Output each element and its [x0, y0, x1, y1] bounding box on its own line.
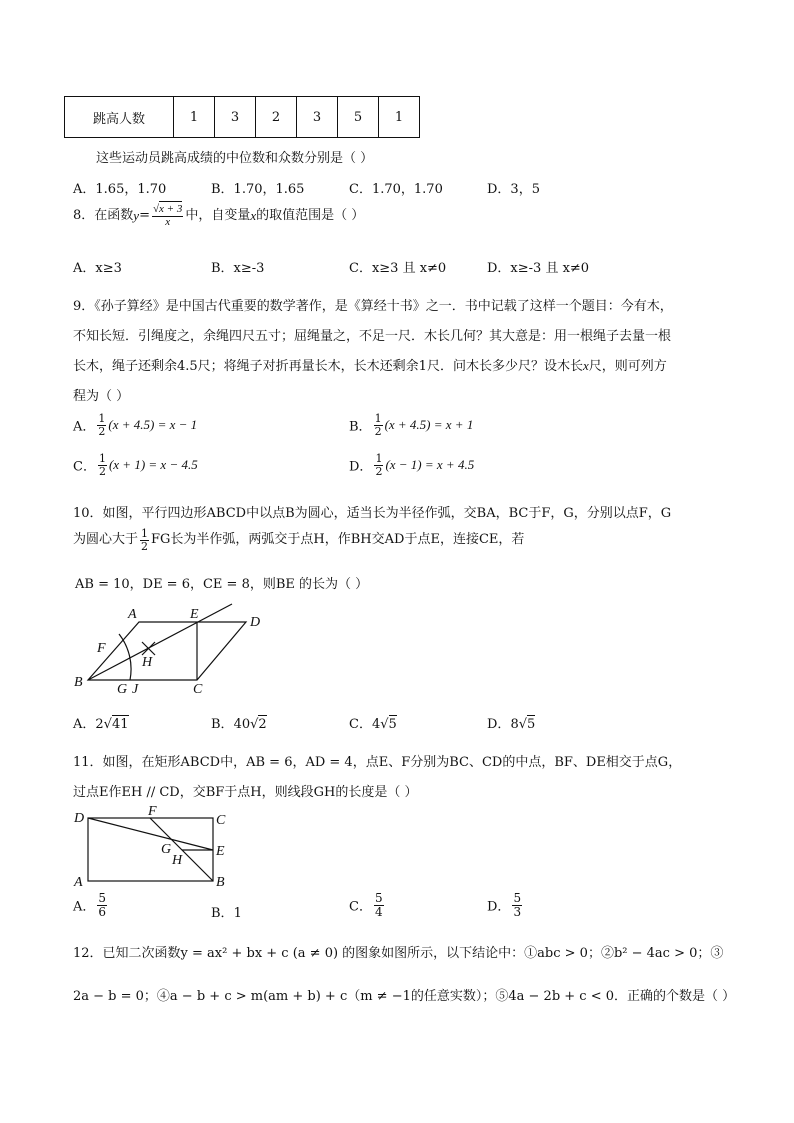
table-cell: 1: [379, 97, 420, 138]
option-label: C．: [73, 459, 96, 475]
label-j: J: [132, 682, 139, 697]
q8-suffix1: 中，自变量: [185, 208, 251, 224]
fraction-den: 2: [374, 424, 382, 438]
option-label: C．: [349, 899, 372, 915]
option-fraction: [512, 892, 522, 918]
option-radicand: 2: [258, 717, 267, 732]
q8-option-a: A．x≥3: [73, 261, 122, 276]
q7-option-b: B．1.70，1.65: [211, 182, 305, 197]
q9-line1: 9．《孙子算经》是中国古代重要的数学著作，是《算经十书》之一．书中记载了这样一个题目：今有木，: [73, 299, 673, 314]
q8-stem: [73, 204, 364, 228]
q9-line3: [73, 355, 667, 374]
q8-suffix2: 的取值范围是（ ）: [256, 208, 365, 224]
rectangle-figure: [68, 802, 238, 894]
fraction-den: 2: [141, 539, 149, 553]
q11-option-d: [487, 892, 524, 918]
table-cell: 3: [297, 97, 338, 138]
fraction-den: 2: [375, 464, 383, 478]
line-bh: [88, 604, 232, 680]
q9-option-b: [349, 413, 473, 437]
parallelogram-abcd: [88, 622, 246, 680]
q7-option-c: C．1.70，1.70: [349, 182, 443, 197]
option-value: 1: [233, 906, 242, 921]
option-expr: (x + 1) = x − 4.5: [108, 457, 198, 473]
q10-fraction: [140, 528, 149, 552]
label-e: E: [190, 607, 199, 622]
q10-line3: AB = 10，DE = 6，CE = 8，则BE 的长为（ ）: [75, 577, 369, 592]
half-fraction: [374, 413, 383, 437]
option-expr: (x − 1) = x + 4.5: [385, 457, 475, 473]
fraction-num: 1: [98, 452, 106, 465]
option-label: B．: [349, 419, 372, 435]
parallelogram-figure: [60, 598, 280, 700]
fraction-num: 5: [374, 891, 383, 905]
option-coef: 2: [95, 717, 104, 732]
fraction-num: 5: [513, 891, 522, 905]
label-g: G: [117, 682, 128, 697]
fraction-num: 1: [374, 412, 382, 425]
arc-fg: [119, 634, 131, 680]
option-fraction: [97, 892, 107, 918]
option-radicand: 5: [527, 717, 536, 732]
label-c: C: [216, 813, 226, 828]
table-cell: 2: [256, 97, 297, 138]
q9-line4: 程为（ ）: [73, 389, 130, 404]
label-b: B: [216, 875, 225, 890]
label-a: A: [74, 875, 83, 890]
q8-option-c: C．x≥3 且 x≠0: [349, 261, 447, 276]
table-header-cell: 跳高人数: [65, 97, 174, 138]
option-radicand: 5: [388, 717, 397, 732]
label-d: D: [74, 811, 85, 826]
q9-option-a: [73, 413, 197, 437]
q9-line3-text: 长木，绳子还剩余4.5尺；将绳子对折再量长木，长木还剩余1尺．问木长多少尺？设木长: [73, 359, 583, 374]
fraction-den: 3: [513, 904, 522, 919]
fraction-den: 2: [98, 424, 106, 438]
option-coef: 4: [371, 717, 381, 732]
q8-equals: =: [139, 208, 150, 224]
q8-numerator: √x + 3: [152, 203, 183, 215]
option-expr: (x + 4.5) = x + 1: [384, 417, 474, 433]
table-cell: 3: [215, 97, 256, 138]
q10-line2-pre: 为圆心大于: [73, 532, 139, 548]
q10-line1: 10．如图，平行四边形ABCD中以点B为圆心，适当长为半径作弧，交BA，BC于F，G，分别以点F，G: [73, 506, 672, 521]
option-label: D．: [349, 459, 373, 475]
fraction-den: 2: [98, 464, 106, 478]
q10-option-c: C．4√5: [349, 717, 397, 732]
option-label: A．: [73, 899, 96, 915]
q8-prefix: 8．在函数: [73, 208, 134, 224]
table-cell: 5: [338, 97, 379, 138]
q7-option-d: D．3，5: [487, 182, 540, 197]
q10-line2: [73, 528, 524, 552]
label-g: G: [161, 842, 172, 857]
q11-option-b: [211, 902, 242, 921]
half-fraction: [98, 453, 107, 477]
q10-option-d: D．8√5: [487, 717, 536, 732]
label-b: B: [74, 675, 83, 690]
option-label: B．: [211, 717, 234, 732]
option-label: D．: [487, 717, 511, 732]
label-a: A: [128, 607, 137, 622]
option-label: A．: [73, 717, 96, 732]
label-h: H: [172, 853, 183, 868]
fraction-num: 5: [98, 891, 107, 905]
q8-func-var: y: [133, 208, 140, 224]
label-f: F: [97, 641, 106, 656]
q8-denominator: x: [165, 215, 171, 228]
q12-line2: 2a − b = 0；④a − b + c > m(am + b) + c（m ≠ −1的任意实数）；⑤4a − 2b + c < 0．正确的个数是（ ）: [73, 989, 736, 1004]
q11-option-c: [349, 892, 386, 918]
option-radicand: 41: [111, 717, 129, 732]
q10-option-b: B．40√2: [211, 717, 267, 732]
fraction-den: 6: [98, 904, 107, 919]
q12-line1: 12．已知二次函数y = ax² + bx + c (a ≠ 0) 的图象如图所示，以下结论中：①abc > 0；②b² − 4ac > 0；③: [73, 946, 724, 961]
half-fraction: [374, 453, 383, 477]
option-fraction: [374, 892, 384, 918]
option-coef: 40: [233, 717, 251, 732]
fraction-num: 1: [98, 412, 106, 425]
fraction-num: 1: [375, 452, 383, 465]
label-d: D: [250, 615, 261, 630]
fraction-num: 1: [141, 527, 149, 540]
table-cell: 1: [174, 97, 215, 138]
table-row: [65, 97, 420, 138]
q11-option-a: [73, 892, 109, 918]
q8-var: x: [250, 208, 257, 224]
label-e: E: [216, 844, 225, 859]
q7-stem: 这些运动员跳高成绩的中位数和众数分别是（ ）: [96, 151, 374, 166]
option-label: A．: [73, 419, 96, 435]
q10-option-a: A．2√41: [73, 717, 129, 732]
option-label: C．: [349, 717, 372, 732]
label-h: H: [142, 655, 153, 670]
q8-radicand: x + 3: [159, 203, 183, 215]
q8-option-d: D．x≥-3 且 x≠0: [487, 261, 590, 276]
q8-fraction: [152, 204, 183, 228]
q9-var: x: [582, 358, 589, 373]
option-label: B．: [211, 906, 234, 921]
half-fraction: [97, 413, 106, 437]
q11-line1: 11．如图，在矩形ABCD中，AB = 6，AD = 4，点E、F分别为BC、CD的中点，BF、DE相交于点G，: [73, 755, 682, 770]
q9-option-d: [349, 453, 474, 477]
jump-table: [64, 96, 420, 138]
q9-line3-end: 尺，则可列方: [588, 359, 667, 374]
option-label: D．: [487, 899, 511, 915]
segment-de: [88, 818, 213, 850]
option-coef: 8: [510, 717, 519, 732]
q8-option-b: B．x≥-3: [211, 261, 265, 276]
option-expr: (x + 4.5) = x − 1: [108, 417, 198, 433]
q10-line2-post: FG长为半作弧，两弧交于点H，作BH交AD于点E，连接CE，若: [151, 532, 525, 548]
fraction-den: 4: [374, 904, 383, 919]
label-f: F: [148, 804, 157, 819]
q9-line2: 不知长短．引绳度之，余绳四尺五寸；屈绳量之，不足一尺．木长几何？其大意是：用一根绳子去量一根: [73, 329, 672, 344]
q11-line2: 过点E作EH // CD，交BF于点H，则线段GH的长度是（ ）: [73, 785, 418, 800]
q7-option-a: A．1.65，1.70: [73, 182, 167, 197]
q9-option-c: [73, 453, 198, 477]
label-c: C: [193, 682, 203, 697]
